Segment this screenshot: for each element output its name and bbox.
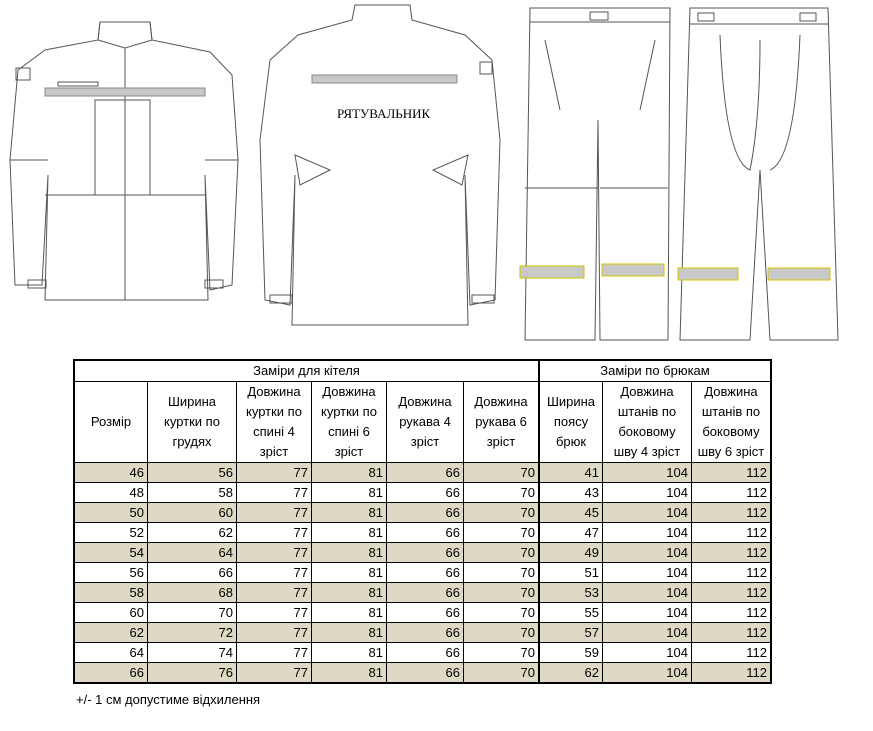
col-header-size: Розмір [74,382,148,463]
table-cell: 48 [74,483,148,503]
table-cell: 66 [387,503,464,523]
table-cell: 70 [148,603,237,623]
table-row [74,503,771,523]
table-cell: 104 [603,643,692,663]
table-cell: 66 [387,543,464,563]
table-cell: 47 [539,523,603,543]
table-cell: 66 [387,583,464,603]
table-cell: 66 [387,623,464,643]
table-cell: 70 [464,503,540,523]
table-cell: 104 [603,503,692,523]
table-cell: 104 [603,583,692,603]
table-cell: 55 [539,603,603,623]
table-cell: 77 [237,503,312,523]
table-row [74,483,771,503]
table-cell: 77 [237,583,312,603]
col-header-sleeve-length-6: Довжина рукава 6 зріст [464,382,540,463]
table-cell: 58 [74,583,148,603]
table-cell: 45 [539,503,603,523]
table-cell: 52 [74,523,148,543]
tolerance-footnote: +/- 1 см допустиме відхилення [76,692,261,707]
table-cell: 57 [539,623,603,643]
table-cell: 66 [387,643,464,663]
jacket-back-drawing [260,5,500,325]
uniform-drawings [0,0,873,350]
table-cell: 112 [692,623,772,643]
col-header-chest-width: Ширина куртки по грудях [148,382,237,463]
table-cell: 64 [148,543,237,563]
table-cell: 70 [464,463,540,483]
table-row [74,463,771,483]
table-cell: 112 [692,503,772,523]
table-cell: 81 [312,543,387,563]
table-row [74,543,771,563]
table-cell: 66 [387,523,464,543]
table-cell: 66 [387,663,464,684]
table-cell: 104 [603,603,692,623]
trousers-front-drawing [520,8,670,340]
table-cell: 60 [74,603,148,623]
table-cell: 49 [539,543,603,563]
table-cell: 81 [312,523,387,543]
column-header-row [74,382,771,463]
table-cell: 81 [312,663,387,684]
col-header-trouser-length-6: Довжина штанів по боковому шву 6 зріст [692,382,772,463]
table-cell: 81 [312,563,387,583]
table-cell: 112 [692,563,772,583]
table-cell: 60 [148,503,237,523]
table-cell: 70 [464,623,540,643]
table-cell: 66 [387,483,464,503]
table-cell: 70 [464,583,540,603]
table-cell: 43 [539,483,603,503]
table-cell: 53 [539,583,603,603]
table-cell: 66 [387,563,464,583]
table-cell: 62 [148,523,237,543]
group-header-row [74,360,771,382]
table-cell: 62 [74,623,148,643]
table-cell: 56 [148,463,237,483]
table-cell: 77 [237,463,312,483]
table-cell: 112 [692,583,772,603]
table-cell: 70 [464,563,540,583]
trousers-back-drawing [678,8,838,340]
table-cell: 104 [603,663,692,684]
table-cell: 81 [312,603,387,623]
table-cell: 64 [74,643,148,663]
table-row [74,623,771,643]
table-cell: 74 [148,643,237,663]
jacket-group-header: Заміри для кітеля [74,360,539,382]
table-cell: 112 [692,603,772,623]
table-cell: 41 [539,463,603,483]
table-cell: 81 [312,463,387,483]
table-cell: 66 [387,463,464,483]
table-cell: 104 [603,523,692,543]
table-cell: 104 [603,483,692,503]
table-cell: 77 [237,663,312,684]
table-cell: 77 [237,543,312,563]
col-header-waist-width: Ширина поясу брюк [539,382,603,463]
table-cell: 70 [464,483,540,503]
table-cell: 77 [237,483,312,503]
trousers-group-header: Заміри по брюкам [539,360,771,382]
table-cell: 54 [74,543,148,563]
col-header-sleeve-length-4: Довжина рукава 4 зріст [387,382,464,463]
table-body [74,463,771,684]
table-cell: 68 [148,583,237,603]
table-row [74,583,771,603]
table-cell: 50 [74,503,148,523]
table-cell: 104 [603,463,692,483]
table-cell: 104 [603,563,692,583]
table-cell: 112 [692,543,772,563]
table-cell: 81 [312,503,387,523]
col-header-trouser-length-4: Довжина штанів по боковому шву 4 зріст [603,382,692,463]
table-cell: 66 [148,563,237,583]
table-cell: 70 [464,643,540,663]
col-header-back-length-6: Довжина куртки по спині 6 зріст [312,382,387,463]
table-cell: 46 [74,463,148,483]
table-row [74,603,771,623]
table-cell: 81 [312,623,387,643]
table-cell: 70 [464,663,540,684]
table-row [74,663,771,684]
table-row [74,563,771,583]
table-cell: 76 [148,663,237,684]
table-row [74,643,771,663]
table-cell: 81 [312,583,387,603]
table-cell: 66 [387,603,464,623]
table-cell: 81 [312,483,387,503]
table-cell: 77 [237,523,312,543]
jacket-front-drawing [10,22,238,300]
table-cell: 112 [692,463,772,483]
table-cell: 66 [74,663,148,684]
table-cell: 70 [464,603,540,623]
table-cell: 112 [692,663,772,684]
table-cell: 112 [692,523,772,543]
back-label-text: РЯТУВАЛЬНИК [337,106,431,121]
table-cell: 56 [74,563,148,583]
table-row [74,523,771,543]
table-cell: 81 [312,643,387,663]
table-cell: 104 [603,543,692,563]
table-cell: 112 [692,643,772,663]
table-cell: 77 [237,563,312,583]
table-cell: 62 [539,663,603,684]
table-cell: 70 [464,543,540,563]
table-cell: 72 [148,623,237,643]
col-header-back-length-4: Довжина куртки по спині 4 зріст [237,382,312,463]
table-cell: 51 [539,563,603,583]
table-cell: 77 [237,623,312,643]
table-cell: 59 [539,643,603,663]
table-cell: 77 [237,603,312,623]
table-cell: 104 [603,623,692,643]
size-table [73,359,772,684]
table-cell: 77 [237,643,312,663]
table-cell: 58 [148,483,237,503]
table-cell: 112 [692,483,772,503]
table-cell: 70 [464,523,540,543]
